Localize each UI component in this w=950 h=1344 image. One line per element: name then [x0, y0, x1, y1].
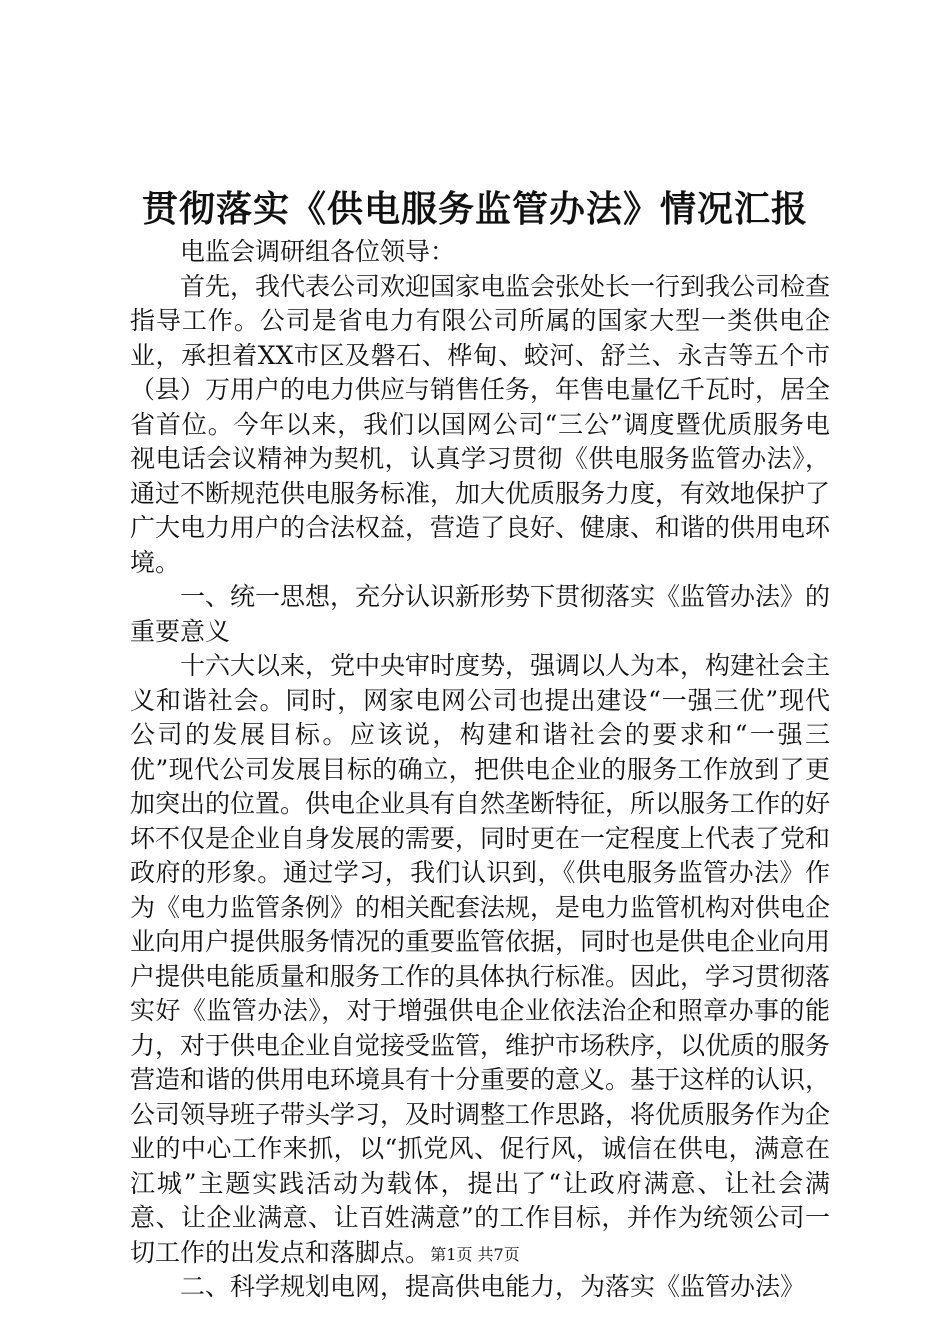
document-title: 贯彻落实《供电服务监管办法》情况汇报 — [141, 188, 808, 230]
page-footer: 第1页 共7页 — [430, 1245, 520, 1264]
salutation-paragraph: 电监会调研组各位领导： — [180, 237, 456, 266]
section-heading-1: 一、统一思想，充分认识新形势下贯彻落实《监管办法》的重要意义 — [130, 582, 831, 646]
document-body — [130, 235, 830, 1305]
section-heading-2: 二、科学规划电网，提高供电能力，为落实《监管办法》 — [180, 1272, 806, 1301]
section-1-paragraph: 十六大以来，党中央审时度势，强调以人为本，构建社会主义和谐社会。同时，网家电网公司也提出建设“一强三优”现代公司的发展目标。应该说，构建和谐社会的要求和“一强三优”现代公司发展目标的确立，把供电企业的服务工作放到了更加突出的位置。供电企业具有自然垄断特征，所以服务工作的好坏不仅是企业自身发展的需要，同时更在一定程度上代表了党和政府的形象。通过学习，我们认识到，《供电服务监管办法》作为《电力监管条例》的相关配套法规，是电力监管机构对供电企业向用户提供服务情况的重要监管依据，同时也是供电企业向用户提供电能质量和服务工作的具体执行标准。因此，学习贯彻落实好《监管办法》，对于增强供电企业依法治企和照章办事的能力，对于供电企业自觉接受监管，维护市场秩序，以优质的服务营造和谐的供用电环境具有十分重要的意义。基于这样的认识，公司领导班子带头学习，及时调整工作思路，将优质服务作为企业的中心工作来抓，以“抓党风、促行风，诚信在供电，满意在江城”主题实践活动为载体，提出了“让政府满意、让社会满意、让企业满意、让百姓满意”的工作目标，并作为统领公司一切工作的出发点和落脚点。 — [130, 651, 831, 1267]
intro-paragraph: 首先，我代表公司欢迎国家电监会张处长一行到我公司检查指导工作。公司是省电力有限公司所属的国家大型一类供电企业，承担着XX市区及磐石、桦甸、蛟河、舒兰、永吉等五个市（县）万用户的电力供应与销售任务，年售电量亿千瓦时，居全省首位。今年以来，我们以国网公司“三公”调度暨优质服务电视电话会议精神为契机，认真学习贯彻《供电服务监管办法》，通过不断规范供电服务标准，加大优质服务力度，有效地保护了广大电力用户的合法权益，营造了良好、健康、和谐的供用电环境。 — [130, 271, 831, 577]
